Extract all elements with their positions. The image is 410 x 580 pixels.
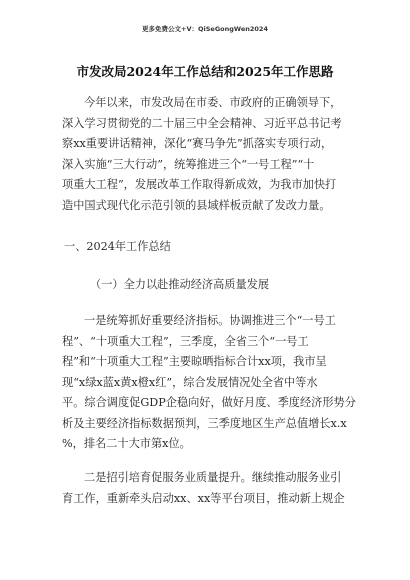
intro-line: 今年以来，市发改局在市委、市政府的正确领导下，	[84, 96, 342, 109]
page-header: 更多免费公文+V：QiSeGongWen2024	[142, 25, 268, 33]
intro-line: 项重大工程”，发展改革工作取得新成效，为我市加快打	[62, 178, 337, 191]
body-line: 平。综合调度促GDP企稳向好，做好月度、季度经济形势分	[62, 396, 356, 409]
body-line: 程”、“十项重大工程”，三季度，全省三个“一号工	[62, 334, 309, 348]
body-line: %，排名二十大市第x位。	[62, 437, 191, 450]
intro-paragraph	[62, 93, 362, 216]
body-paragraph	[62, 311, 362, 455]
body-line: 程”和“十项重大工程”主要晾晒指标合计xx项，我市呈	[62, 355, 327, 368]
intro-line: 深入实施“三大行动”，统筹推进三个“一号工程”“十	[62, 157, 315, 171]
document-title: 市发改局2024年工作总结和2025年工作思路	[76, 64, 334, 79]
body-line: 二是招引培育促服务业质量提升。继续推动服务业引	[84, 471, 342, 484]
body-line: 现“x绿x蓝x黄x橙x红”，综合发展情况处全省中等水	[62, 375, 318, 389]
intro-line: 深入学习贯彻党的二十届三中全会精神、习近平总书记考	[62, 116, 342, 130]
body-paragraph	[62, 468, 362, 509]
body-line: 一是统筹抓好重要经济指标。协调推进三个“一号工	[84, 314, 336, 327]
intro-line: 察xx重要讲话精神，深化“赛马争先”抓落实专项行动，	[62, 137, 333, 150]
body-line: 育工作，重新牵头启动xx、xx等平台项目，推动新上规企	[62, 491, 345, 505]
body-line: 析及主要经济指标数据预判，三季度地区生产总值增长x.x	[62, 416, 347, 430]
subsection-heading: （一）全力以赴推动经济高质量发展	[90, 278, 270, 291]
section-heading: 一、2024年工作总结	[64, 240, 171, 253]
intro-line: 造中国式现代化示范引领的县域样板贡献了发改力量。	[62, 198, 331, 212]
